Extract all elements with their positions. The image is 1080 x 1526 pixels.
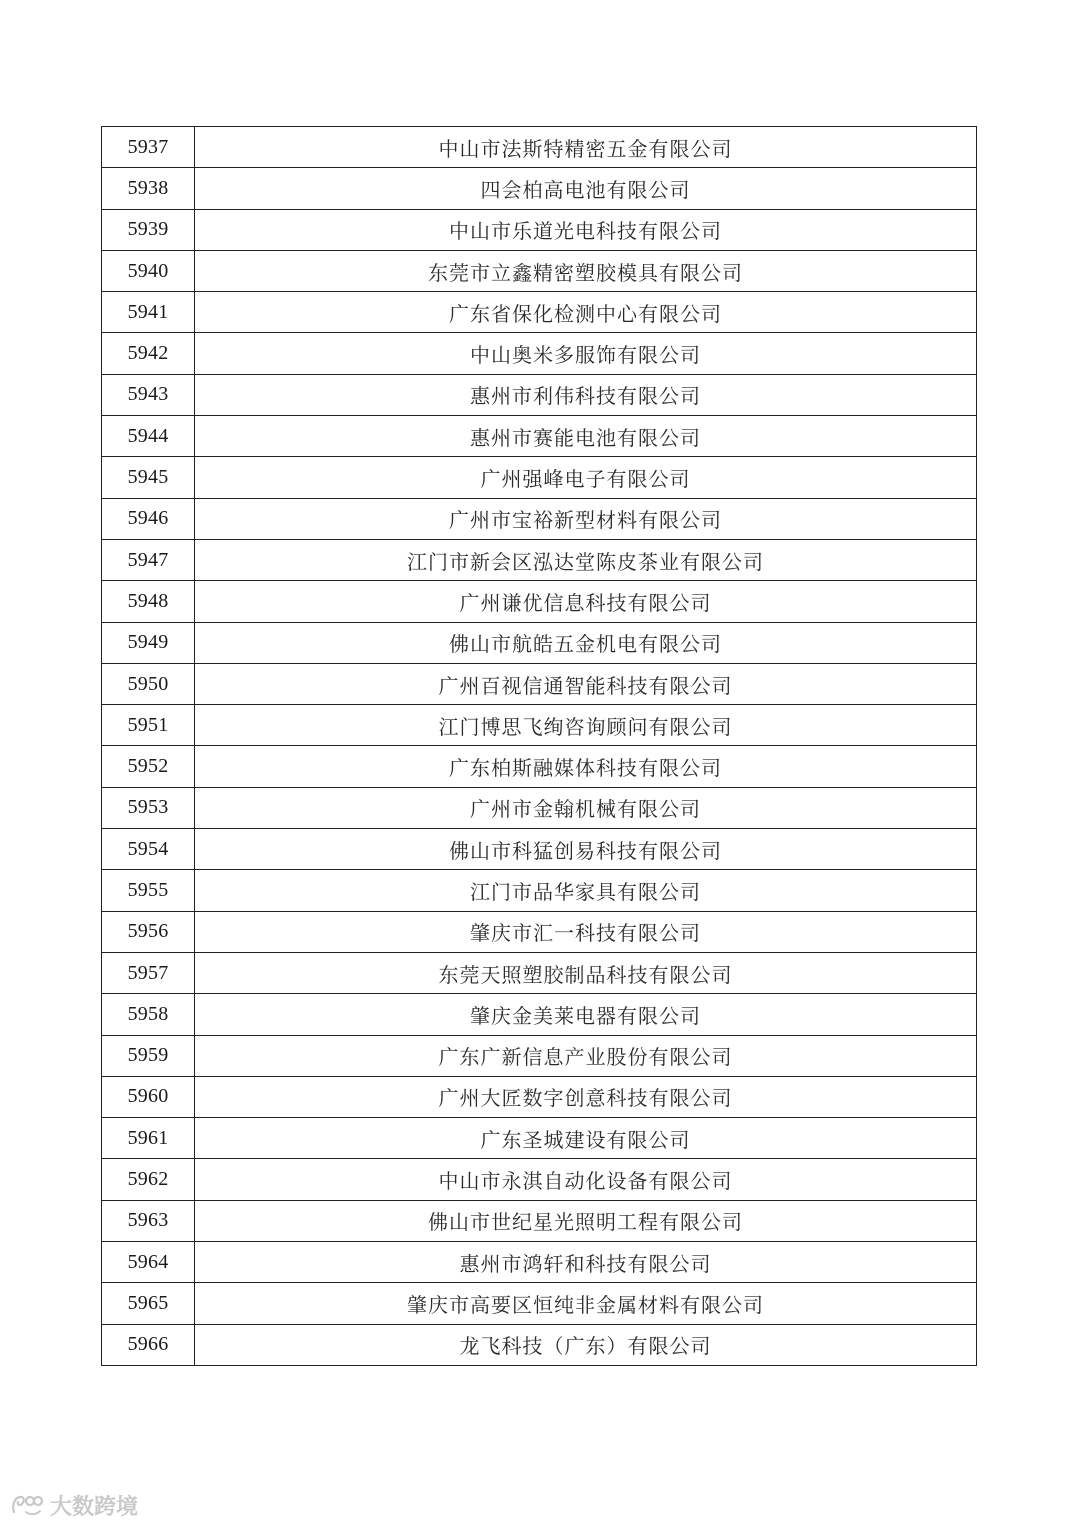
row-number-cell: 5944 xyxy=(102,416,195,457)
table-row xyxy=(102,1283,977,1324)
row-number-cell: 5945 xyxy=(102,457,195,498)
watermark xyxy=(10,1490,138,1520)
table-row xyxy=(102,1035,977,1076)
company-table-body xyxy=(102,127,977,1366)
row-number-cell: 5965 xyxy=(102,1283,195,1324)
row-number-cell: 5940 xyxy=(102,250,195,291)
row-number-cell: 5955 xyxy=(102,870,195,911)
company-name-cell: 广东圣城建设有限公司 xyxy=(195,1118,977,1159)
row-number-cell: 5964 xyxy=(102,1242,195,1283)
watermark-text: 大数跨境 xyxy=(50,1494,139,1520)
row-number-cell: 5950 xyxy=(102,663,195,704)
company-name-cell: 广东柏斯融媒体科技有限公司 xyxy=(195,746,977,787)
row-number-cell: 5939 xyxy=(102,209,195,250)
company-name-cell: 中山市永淇自动化设备有限公司 xyxy=(195,1159,977,1200)
row-number-cell: 5960 xyxy=(102,1076,195,1117)
company-name-cell: 东莞市立鑫精密塑胶模具有限公司 xyxy=(195,250,977,291)
table-row xyxy=(102,127,977,168)
table-row xyxy=(102,705,977,746)
company-name-cell: 广州百视信通智能科技有限公司 xyxy=(195,663,977,704)
company-table xyxy=(101,126,977,1366)
company-name-cell: 四会柏高电池有限公司 xyxy=(195,168,977,209)
row-number-cell: 5957 xyxy=(102,952,195,993)
row-number-cell: 5947 xyxy=(102,539,195,580)
row-number-cell: 5948 xyxy=(102,581,195,622)
row-number-cell: 5941 xyxy=(102,292,195,333)
row-number-cell: 5954 xyxy=(102,829,195,870)
company-name-cell: 广州市金翰机械有限公司 xyxy=(195,787,977,828)
company-name-cell: 中山奥米多服饰有限公司 xyxy=(195,333,977,374)
company-name-cell: 中山市法斯特精密五金有限公司 xyxy=(195,127,977,168)
company-name-cell: 广州市宝裕新型材料有限公司 xyxy=(195,498,977,539)
row-number-cell: 5949 xyxy=(102,622,195,663)
table-row xyxy=(102,1242,977,1283)
table-row xyxy=(102,1200,977,1241)
table-row xyxy=(102,622,977,663)
row-number-cell: 5959 xyxy=(102,1035,195,1076)
row-number-cell: 5953 xyxy=(102,787,195,828)
company-name-cell: 东莞天照塑胶制品科技有限公司 xyxy=(195,952,977,993)
company-name-cell: 中山市乐道光电科技有限公司 xyxy=(195,209,977,250)
company-name-cell: 广东广新信息产业股份有限公司 xyxy=(195,1035,977,1076)
table-row xyxy=(102,539,977,580)
row-number-cell: 5938 xyxy=(102,168,195,209)
company-name-cell: 肇庆市汇一科技有限公司 xyxy=(195,911,977,952)
table-row xyxy=(102,168,977,209)
row-number-cell: 5946 xyxy=(102,498,195,539)
row-number-cell: 5952 xyxy=(102,746,195,787)
row-number-cell: 5951 xyxy=(102,705,195,746)
table-row xyxy=(102,1118,977,1159)
table-row xyxy=(102,911,977,952)
row-number-cell: 5943 xyxy=(102,374,195,415)
company-name-cell: 江门市品华家具有限公司 xyxy=(195,870,977,911)
table-row xyxy=(102,581,977,622)
company-name-cell: 江门市新会区泓达堂陈皮茶业有限公司 xyxy=(195,539,977,580)
table-row xyxy=(102,209,977,250)
table-row xyxy=(102,498,977,539)
table-row xyxy=(102,787,977,828)
watermark-logo-icon xyxy=(10,1492,44,1518)
table-row xyxy=(102,952,977,993)
company-name-cell: 广州大匠数字创意科技有限公司 xyxy=(195,1076,977,1117)
company-name-cell: 佛山市科猛创易科技有限公司 xyxy=(195,829,977,870)
company-name-cell: 惠州市鸿轩和科技有限公司 xyxy=(195,1242,977,1283)
company-name-cell: 肇庆金美莱电器有限公司 xyxy=(195,994,977,1035)
table-row xyxy=(102,333,977,374)
row-number-cell: 5961 xyxy=(102,1118,195,1159)
row-number-cell: 5937 xyxy=(102,127,195,168)
row-number-cell: 5958 xyxy=(102,994,195,1035)
company-name-cell: 惠州市赛能电池有限公司 xyxy=(195,416,977,457)
table-row xyxy=(102,746,977,787)
row-number-cell: 5963 xyxy=(102,1200,195,1241)
row-number-cell: 5966 xyxy=(102,1324,195,1365)
row-number-cell: 5942 xyxy=(102,333,195,374)
table-row xyxy=(102,416,977,457)
table-row xyxy=(102,1076,977,1117)
row-number-cell: 5956 xyxy=(102,911,195,952)
company-name-cell: 惠州市利伟科技有限公司 xyxy=(195,374,977,415)
table-row xyxy=(102,292,977,333)
company-table-container xyxy=(101,126,977,1366)
table-row xyxy=(102,1159,977,1200)
table-row xyxy=(102,457,977,498)
table-row xyxy=(102,994,977,1035)
company-name-cell: 佛山市航皓五金机电有限公司 xyxy=(195,622,977,663)
table-row xyxy=(102,374,977,415)
company-name-cell: 广州谦优信息科技有限公司 xyxy=(195,581,977,622)
table-row xyxy=(102,250,977,291)
table-row xyxy=(102,870,977,911)
company-name-cell: 广州强峰电子有限公司 xyxy=(195,457,977,498)
table-row xyxy=(102,663,977,704)
company-name-cell: 江门博思飞绚咨询顾问有限公司 xyxy=(195,705,977,746)
company-name-cell: 广东省保化检测中心有限公司 xyxy=(195,292,977,333)
company-name-cell: 肇庆市高要区恒纯非金属材料有限公司 xyxy=(195,1283,977,1324)
table-row xyxy=(102,829,977,870)
company-name-cell: 龙飞科技（广东）有限公司 xyxy=(195,1324,977,1365)
table-row xyxy=(102,1324,977,1365)
company-name-cell: 佛山市世纪星光照明工程有限公司 xyxy=(195,1200,977,1241)
row-number-cell: 5962 xyxy=(102,1159,195,1200)
